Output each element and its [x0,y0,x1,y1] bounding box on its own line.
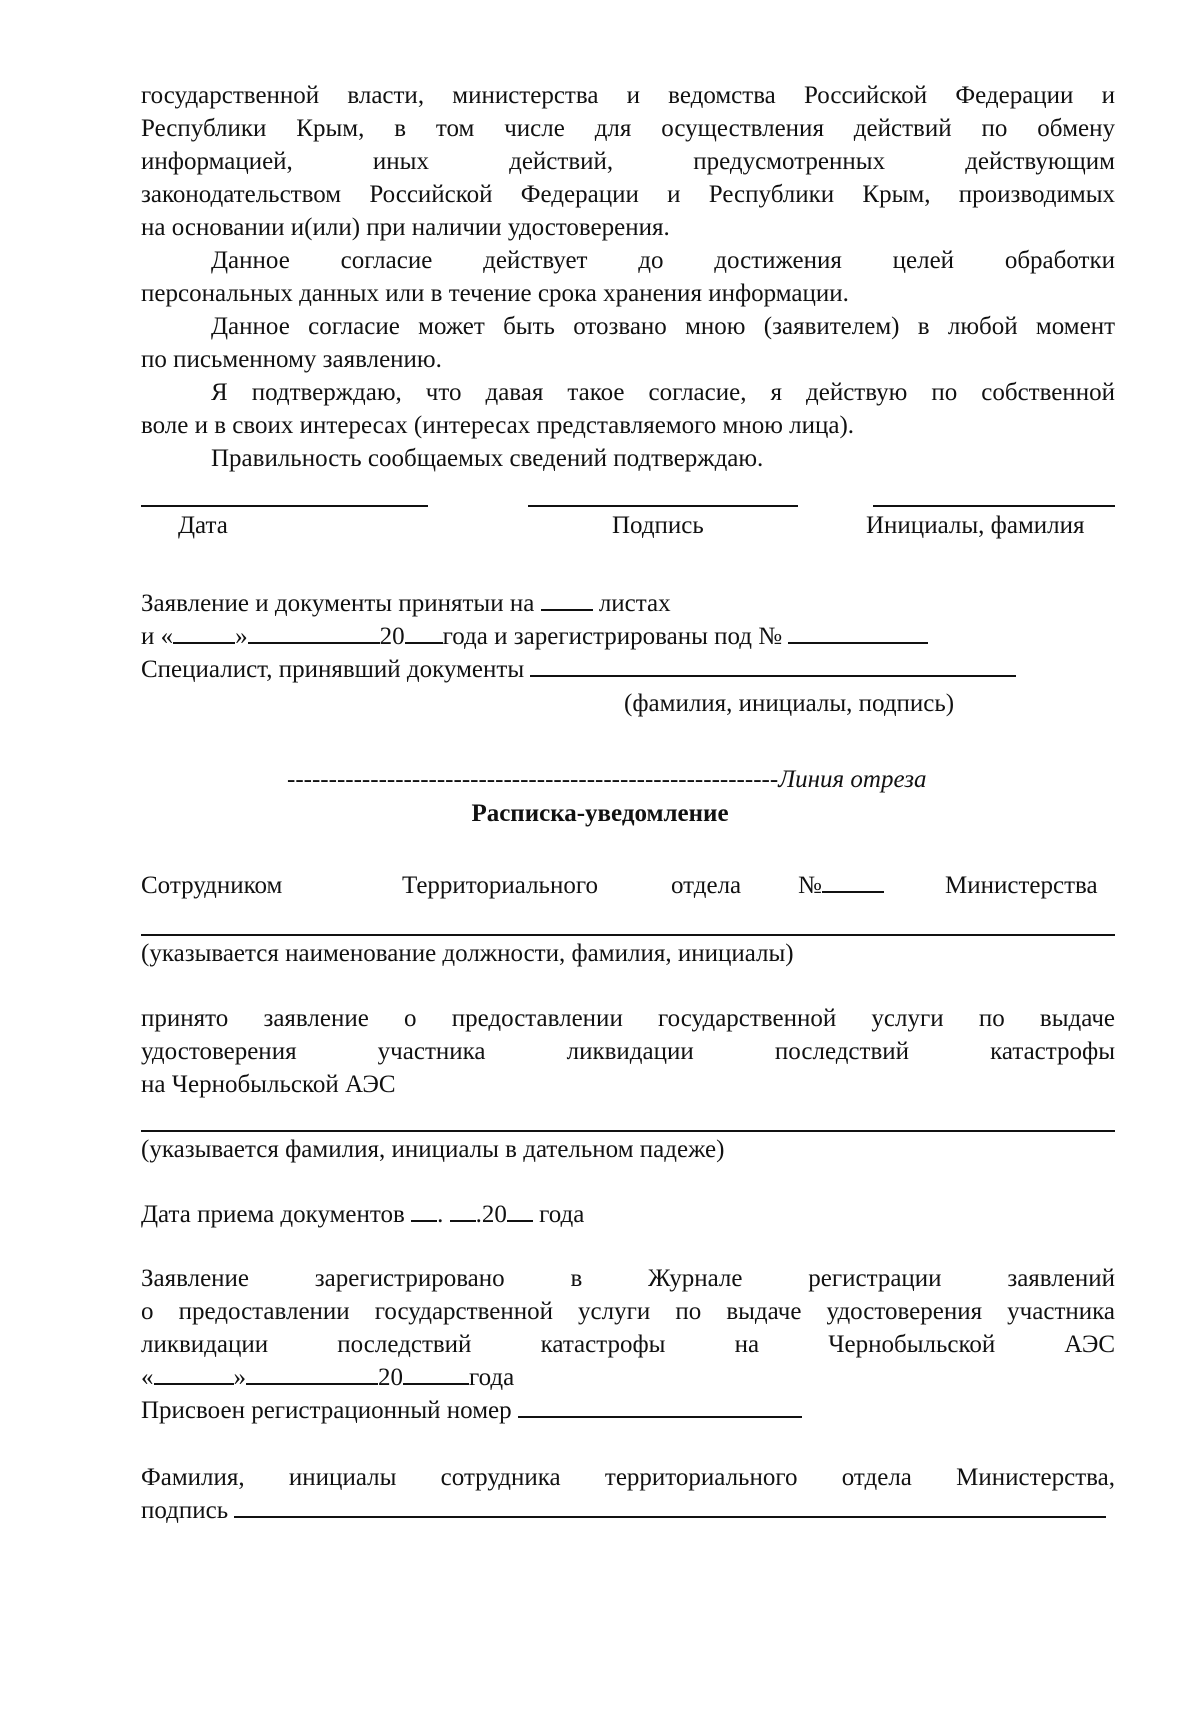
staff-sign-label: подпись [141,1497,229,1524]
consent-p4-line-1: Я подтверждаю, что давая такое согласие, я действую по собственной [211,379,1115,406]
consent-p1-line-1: государственной власти, министерства и ведомства Российской Федерации и [141,82,1115,109]
specialist-label: Специалист, принявший документы [141,656,525,683]
cut-line-label: Линия отреза [778,766,927,793]
registration-number-field[interactable] [788,622,928,644]
journal-year-word: года [469,1364,515,1391]
cut-dashes: ----------------------------------------------------------- [287,766,779,793]
journal-line-1: Заявление зарегистрировано в Журнале регистрации заявлений [141,1265,1115,1292]
accepted-line-2: удостоверения участника ликвидации последствий катастрофы [141,1038,1115,1065]
specialist-line [141,654,1016,686]
staff-sign-line [141,1495,1106,1527]
consent-p5: Правильность сообщаемых сведений подтверждаю. [211,445,764,472]
cut-line [287,764,926,796]
staff-sign-field[interactable] [234,1496,1106,1518]
accepted-prefix: Заявление и документы принятыи на [141,590,535,617]
date-label: Дата [178,512,228,539]
receipt-title: Расписка-уведомление [471,800,729,827]
year-field[interactable] [405,622,443,644]
registration-date-line [141,621,928,653]
accepted-sheets-line [141,588,671,620]
year-prefix: 20 [379,623,405,650]
consent-p1-line-2: Республики Крым, в том числе для осуществления действий по обмену [141,115,1115,142]
receipt-date-label: Дата приема документов [141,1201,405,1228]
specialist-hint: (фамилия, инициалы, подпись) [624,690,955,717]
specialist-field[interactable] [530,655,1016,677]
consent-p1-line-4: законодательством Российской Федерации и Республики Крым, производимых [141,181,1115,208]
consent-p2-line-1: Данное согласие действует до достижения целей обработки [211,247,1115,274]
reg-number-label: Присвоен регистрационный номер [141,1397,512,1424]
journal-date-line [141,1362,514,1394]
accepted-line-3: на Чернобыльской АЭС [141,1071,396,1098]
receipt-date-dot: . [437,1201,444,1228]
journal-day-field[interactable] [154,1363,234,1385]
sign-signature-line[interactable] [528,505,798,507]
date-open-quote: и « [141,623,174,650]
consent-p3-line-2: по письменному заявлению. [141,346,442,373]
employee-word-1: Сотрудником [141,872,283,899]
journal-line-3: ликвидации последствий катастрофы на Чернобыльской АЭС [141,1331,1115,1358]
journal-close-quote: » [233,1364,246,1391]
journal-year-prefix: 20 [378,1364,403,1391]
accepted-line-1: принято заявление о предоставлении государственной услуги по выдаче [141,1005,1115,1032]
receipt-day-field[interactable] [411,1200,437,1222]
date-close-quote: » [235,623,248,650]
applicant-hint: (указывается фамилия, инициалы в дательном падеже) [141,1136,725,1163]
employee-word-5: Министерства [945,872,1098,899]
initials-label: Инициалы, фамилия [866,512,1085,539]
journal-line-2: о предоставлении государственной услуги по выдаче удостоверения участника [141,1298,1115,1325]
accepted-suffix: листах [598,590,671,617]
employee-word-2: Территориального [402,872,598,899]
consent-p4-line-2: воле и в своих интересах (интересах представляемого мною лица). [141,412,855,439]
journal-open-quote: « [141,1364,154,1391]
department-number-field[interactable] [822,871,884,893]
sheets-count-field[interactable] [541,589,593,611]
employee-word-3: отдела [671,872,742,899]
number-sign: № [798,872,822,899]
journal-month-field[interactable] [246,1363,378,1385]
consent-p3-line-1: Данное согласие может быть отозвано мною (заявителем) в любой момент [211,313,1115,340]
consent-p2-line-2: персональных данных или в течение срока хранения информации. [141,280,849,307]
employee-field-line[interactable] [141,934,1115,936]
receipt-date-line [141,1199,584,1231]
registered-text: года и зарегистрированы под № [442,623,783,650]
employee-hint: (указывается наименование должности, фамилия, инициалы) [141,940,794,967]
department-number [798,870,884,902]
receipt-month-field[interactable] [450,1200,476,1222]
date-signature-line[interactable] [141,505,428,507]
applicant-field-line[interactable] [141,1130,1115,1132]
signature-label: Подпись [612,512,704,539]
receipt-year-field[interactable] [507,1200,533,1222]
reg-number-field[interactable] [518,1396,802,1418]
receipt-date-century: .20 [475,1201,507,1228]
journal-year-field[interactable] [403,1363,469,1385]
receipt-date-year-word: года [539,1201,585,1228]
month-field[interactable] [248,622,380,644]
staff-line-1: Фамилия, инициалы сотрудника территориального отдела Министерства, [141,1464,1115,1491]
reg-number-line [141,1395,802,1427]
day-field[interactable] [173,622,235,644]
consent-p1-line-5: на основании и(или) при наличии удостоверения. [141,214,670,241]
consent-p1-line-3: информацией, иных действий, предусмотренных действующим [141,148,1115,175]
name-signature-line[interactable] [873,505,1115,507]
